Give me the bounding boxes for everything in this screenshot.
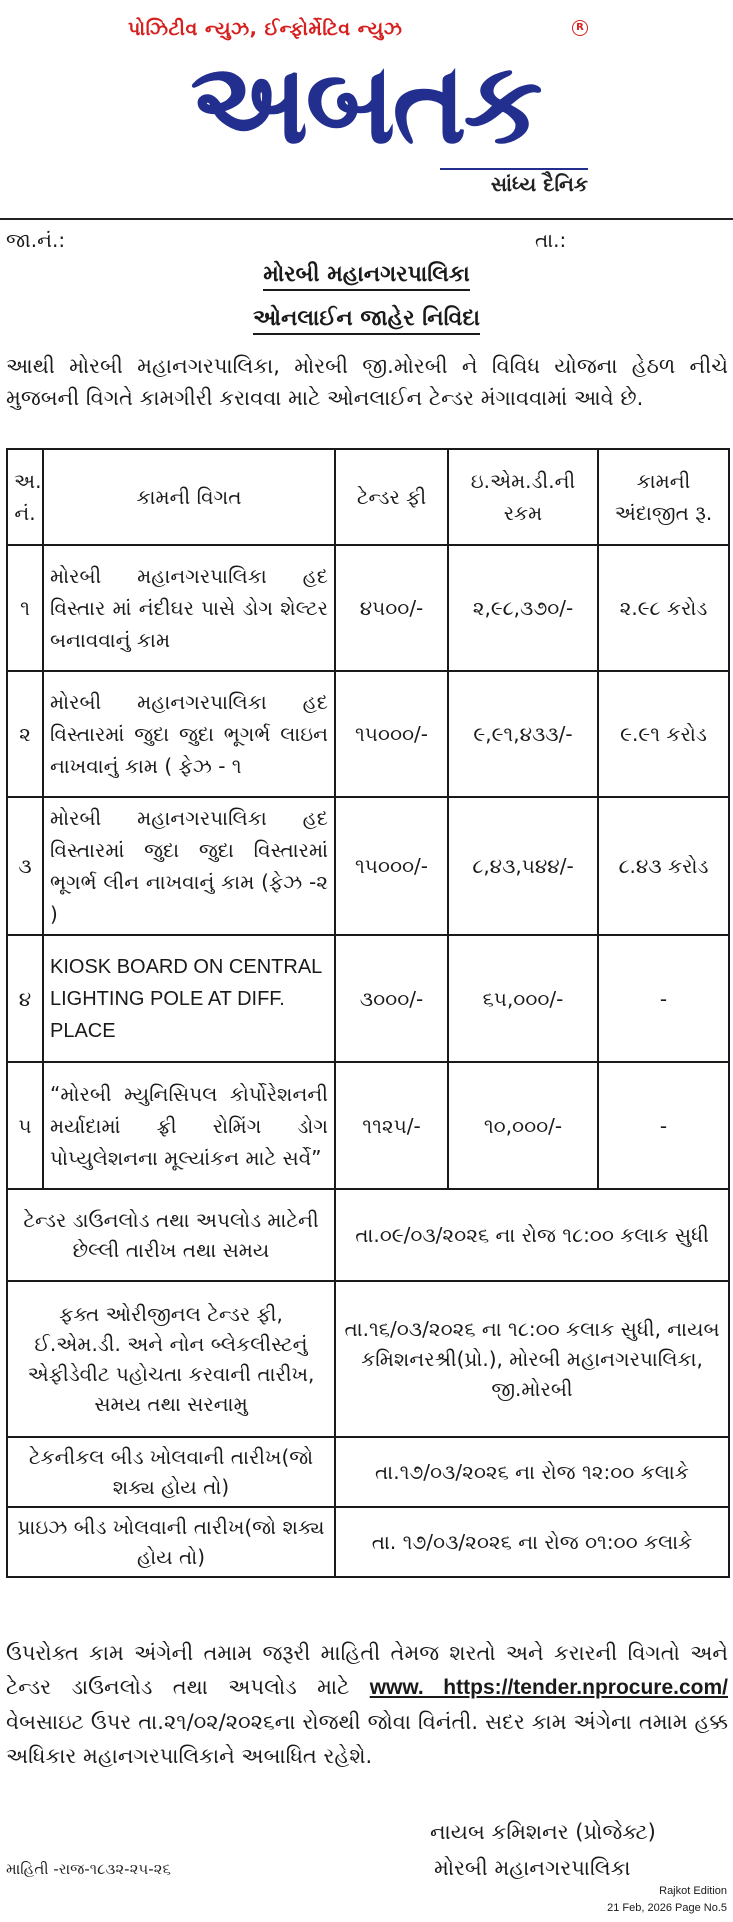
row-fee: ૧૫૦૦૦/- (335, 797, 448, 935)
schedule-value: તા.૧૬/૦૩/૨૦૨૬ ના ૧૮:૦૦ કલાક સુધી, નાયબ કમિશનરશ્રી(પ્રો.), મોરબી મહાનગરપાલિકા, જી.મોરબી (335, 1281, 729, 1437)
row-sr: ૫ (7, 1062, 43, 1189)
row-fee: ૪૫૦૦/- (335, 545, 448, 671)
row-emd: ૯,૯૧,૪૩૩/- (448, 671, 598, 797)
schedule-row (7, 1281, 729, 1437)
schedule-value: તા.૦૯/૦૩/૨૦૨૬ ના રોજ ૧૮:૦૦ કલાક સુધી (335, 1189, 729, 1281)
tender-portal-link[interactable]: www. https://tender.nprocure.com/ (369, 1676, 729, 1699)
row-description: મોરબી મહાનગરપાલિકા હદ વિસ્તારમાં જુદા જુદા ભૂગર્ભ લાઇન નાખવાનું કામ ( ફેઝ - ૧ (43, 671, 335, 797)
newspaper-logo: અબતક (190, 39, 540, 169)
schedule-row (7, 1189, 729, 1281)
notice-title (0, 306, 733, 331)
table-header-row (7, 449, 729, 545)
table-row (7, 935, 729, 1062)
row-fee: ૩૦૦૦/- (335, 935, 448, 1062)
schedule-label: પ્રાઇઝ બીડ ખોલવાની તારીખ(જો શક્ય હોય તો) (7, 1507, 335, 1577)
org-heading (0, 262, 733, 287)
masthead-subtitle: સાંધ્ય દૈનિક (490, 172, 588, 196)
footer-paragraph (6, 1636, 728, 1773)
schedule-value: તા.૧૭/૦૩/૨૦૨૬ ના રોજ ૧૨:૦૦ કલાકે (335, 1437, 729, 1507)
table-row (7, 671, 729, 797)
table-row (7, 797, 729, 935)
edition-page: 21 Feb, 2026 Page No.5 (607, 1902, 727, 1914)
row-fee: ૧૫૦૦૦/- (335, 671, 448, 797)
row-emd: ૧૦,૦૦૦/- (448, 1062, 598, 1189)
intro-paragraph: આથી મોરબી મહાનગરપાલિકા, મોરબી જી.મોરબી ને વિવિધ યોજના હેઠળ નીચે મુજબની વિગતે કામગીરી કરાવવા માટે ઓનલાઈન ટેન્ડર મંગાવવામાં આવે છે. (6, 354, 728, 410)
header-estimate: કામની અંદાજીત રૂ. (598, 449, 729, 545)
row-estimate: - (598, 1062, 729, 1189)
row-estimate: ૯.૯૧ કરોડ (598, 671, 729, 797)
row-sr: ૧ (7, 545, 43, 671)
row-sr: ૨ (7, 671, 43, 797)
signatory-org: મોરબી મહાનગરપાલિકા (434, 1856, 631, 1880)
header-emd: ઇ.એમ.ડી.ની રકમ (448, 449, 598, 545)
row-estimate: ૮.૪૩ કરોડ (598, 797, 729, 935)
tender-table (6, 448, 730, 1578)
footer-text-after: વેબસાઇટ ઉપર તા.૨૧/૦૨/૨૦૨૬ના રોજથી જોવા વિનંતી. સદર કામ અંગેના તમામ હક્ક અધિકાર મહાનગરપાલિકાને અબાધિત રહેશે. (6, 1710, 728, 1768)
reference-date-label: તા.: (535, 228, 567, 252)
row-description: મોરબી મહાનગરપાલિકા હદ વિસ્તાર માં નંદીઘર પાસે ડોગ શેલ્ટર બનાવવાનું કામ (43, 545, 335, 671)
header-description: કામની વિગત (43, 449, 335, 545)
masthead-divider (440, 168, 588, 170)
row-fee: ૧૧૨૫/- (335, 1062, 448, 1189)
masthead-tagline: પોઝિટીવ ન્યુઝ, ઈન્ફોર્મેટિવ ન્યુઝ (128, 18, 403, 40)
row-emd: ૬૫,૦૦૦/- (448, 935, 598, 1062)
signatory-designation: નાયબ કમિશનર (પ્રોજેક્ટ) (430, 1820, 656, 1844)
header-sr: અ. નં. (7, 449, 43, 545)
footer-text-before: ઉપરોક્ત કામ અંગેની તમામ જરૂરી માહિતી તેમજ શરતો અને કરારની વિગતો અને ટેન્ડર ડાઉનલોડ તથા અપલોડ માટે (6, 1641, 728, 1699)
org-heading-text: મોરબી મહાનગરપાલિકા (263, 262, 470, 291)
edition-name: Rajkot Edition (659, 1885, 727, 1897)
schedule-value: તા. ૧૭/૦૩/૨૦૨૬ ના રોજ ૦૧:૦૦ કલાકે (335, 1507, 729, 1577)
row-description: “મોરબી મ્યુનિસિપલ કોર્પોરેશનની મર્યાદામાં ફ્રી રોમિંગ ડોગ પોપ્યુલેશનના મૂલ્યાંકન માટે સર્વે” (43, 1062, 335, 1189)
masthead (0, 0, 733, 210)
schedule-row (7, 1507, 729, 1577)
row-description: KIOSK BOARD ON CENTRAL LIGHTING POLE AT DIFF. PLACE (43, 935, 335, 1062)
reference-number-label: જા.નં.: (6, 228, 66, 252)
header-rule (0, 218, 733, 220)
row-estimate: - (598, 935, 729, 1062)
row-estimate: ૨.૯૮ કરોડ (598, 545, 729, 671)
table-row (7, 545, 729, 671)
notice-title-text: ઓનલાઈન જાહેર નિવિદા (253, 306, 480, 335)
row-sr: ૪ (7, 935, 43, 1062)
info-reference: માહિતી -રાજ-૧૮૩૨-૨૫-૨૬ (6, 1860, 171, 1878)
header-tender-fee: ટેન્ડર ફી (335, 449, 448, 545)
row-sr: ૩ (7, 797, 43, 935)
schedule-row (7, 1437, 729, 1507)
row-emd: ૮,૪૩,૫૪૪/- (448, 797, 598, 935)
schedule-label: ફક્ત ઓરીજીનલ ટેન્ડર ફી, ઈ.એમ.ડી. અને નોન બ્લેકલીસ્ટનું એફીડેવીટ પહોચતા કરવાની તારીખ, સમય તથા સરનામુ (7, 1281, 335, 1437)
row-description: મોરબી મહાનગરપાલિકા હદ વિસ્તારમાં જુદા જુદા વિસ્તારમાં ભૂગર્ભ લીન નાખવાનું કામ (ફેઝ -૨ ) (43, 797, 335, 935)
row-emd: ૨,૯૮,૩૭૦/- (448, 545, 598, 671)
schedule-label: ટેન્ડર ડાઉનલોડ તથા અપલોડ માટેની છેલ્લી તારીખ તથા સમય (7, 1189, 335, 1281)
table-row (7, 1062, 729, 1189)
schedule-label: ટેકનીકલ બીડ ખોલવાની તારીખ(જો શક્ય હોય તો) (7, 1437, 335, 1507)
registered-mark-icon: R (572, 20, 588, 36)
